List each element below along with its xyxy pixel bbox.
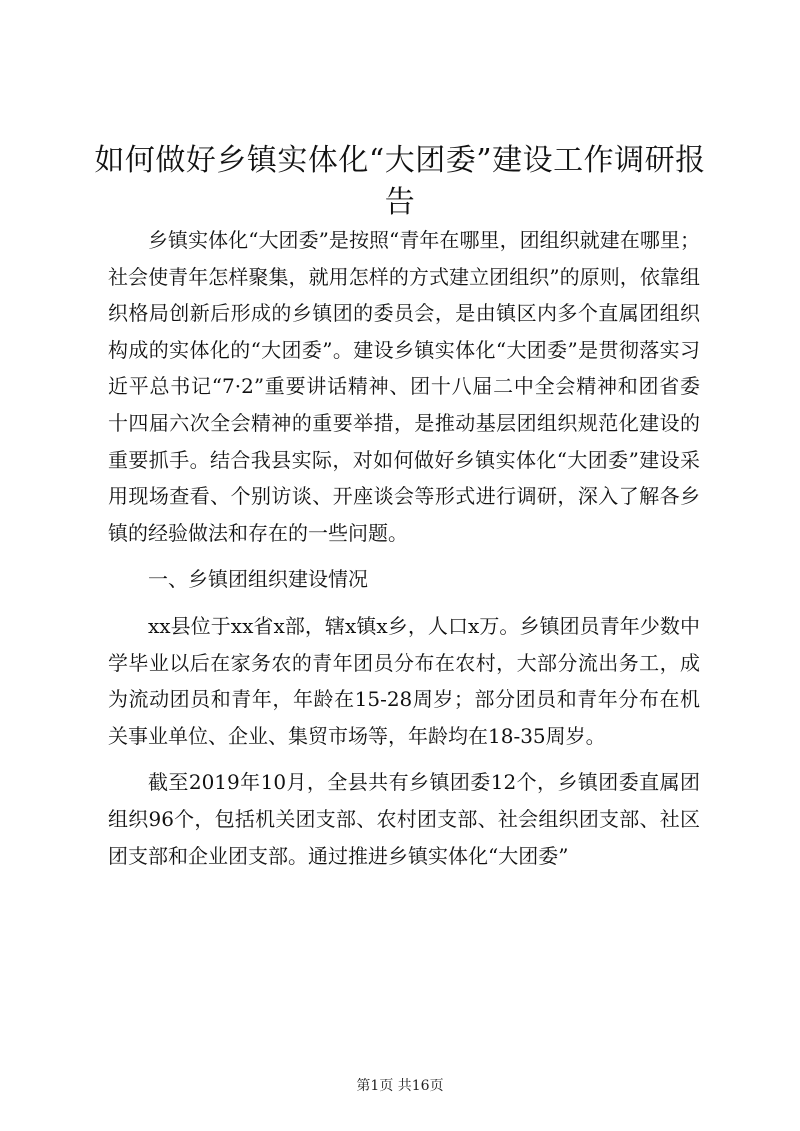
paragraph-intro: 乡镇实体化“大团委”是按照“青年在哪里，团组织就建在哪里；社会使青年怎样聚集，就用怎样的方式建立团组织”的原则，依靠组织格局创新后形成的乡镇团的委员会，是由镇区内多个直属团组织构成的实体化的“大团委”。建设乡镇实体化“大团委”是贯彻落实习近平总书记“7·2”重要讲话精神、团十八届二中全会精神和团省委十四届六次全会精神的重要举措，是推动基层团组织规范化建设的重要抓手。结合我县实际，对如何做好乡镇实体化“大团委”建设采用现场查看、个别访谈、开座谈会等形式进行调研，深入了解各乡镇的经验做法和存在的一些问题。 (108, 228, 700, 545)
document-body (108, 222, 700, 874)
paragraph-statistics: 截至2019年10月，全县共有乡镇团委12个，乡镇团委直属团组织96个，包括机关团支部、农村团支部、社会组织团支部、社区团支部和企业团支部。通过推进乡镇实体化“大团委” (108, 770, 700, 868)
paragraph-county-overview: xx县位于xx省x部，辖x镇x乡，人口x万。乡镇团员青年少数中学毕业以后在家务农的青年团员分布在农村，大部分流出务工，成为流动团员和青年，年龄在15-28周岁；部分团员和青年分布在机关事业单位、企业、集贸市场等，年龄均在18-35周岁。 (108, 613, 700, 748)
page-number-footer: 第1页 共16页 (356, 1078, 444, 1094)
paragraph-gap (108, 598, 700, 608)
paragraph-gap (108, 754, 700, 764)
section-heading: 一、乡镇团组织建设情况 (148, 567, 368, 592)
paragraph-gap (108, 551, 700, 561)
document-title: 如何做好乡镇实体化“大团委”建设工作调研报告 (94, 143, 706, 220)
